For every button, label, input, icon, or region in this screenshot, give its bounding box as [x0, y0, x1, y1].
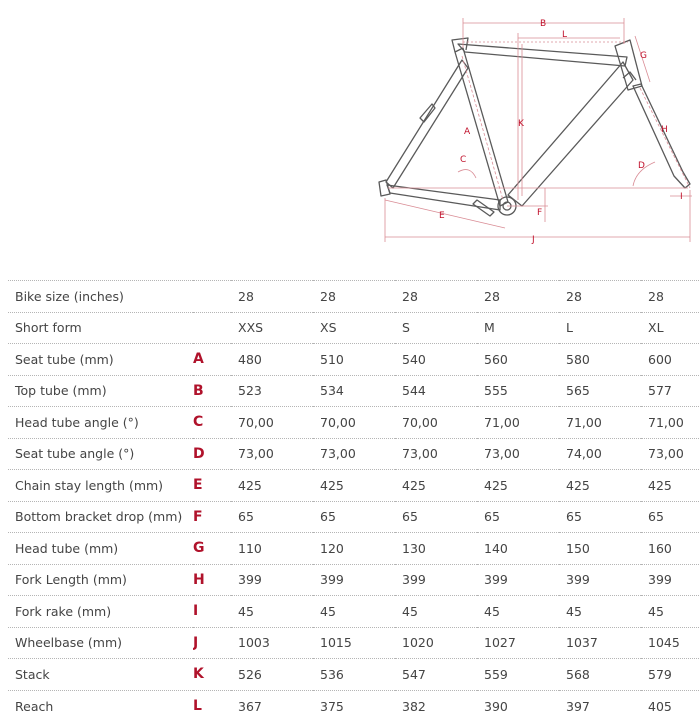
table-cell: 70,00: [313, 407, 395, 439]
table-cell: 579: [641, 659, 700, 691]
table-cell: 28: [395, 281, 477, 313]
row-dimension-letter: I: [193, 596, 231, 628]
row-label: Top tube (mm): [8, 375, 193, 407]
diagram-letter-i: I: [680, 192, 683, 202]
row-label: Fork Length (mm): [8, 564, 193, 596]
table-cell: 73,00: [641, 438, 700, 470]
table-cell: 45: [313, 596, 395, 628]
table-cell: 45: [641, 596, 700, 628]
table-cell: XL: [641, 312, 700, 344]
table-cell: 1037: [559, 627, 641, 659]
table-cell: 560: [477, 344, 559, 376]
row-dimension-letter: E: [193, 470, 231, 502]
row-dimension-letter: D: [193, 438, 231, 470]
row-label: Short form: [8, 312, 193, 344]
table-cell: 28: [313, 281, 395, 313]
table-cell: 425: [559, 470, 641, 502]
table-cell: 140: [477, 533, 559, 565]
down-tube: [508, 62, 633, 206]
table-cell: 425: [231, 470, 313, 502]
diagram-letter-l: L: [562, 30, 568, 40]
row-label: Wheelbase (mm): [8, 627, 193, 659]
table-row: [8, 659, 700, 691]
table-cell: 1015: [313, 627, 395, 659]
table-cell: 540: [395, 344, 477, 376]
table-cell: 1003: [231, 627, 313, 659]
table-cell: XXS: [231, 312, 313, 344]
table-cell: 130: [395, 533, 477, 565]
row-label: Head tube (mm): [8, 533, 193, 565]
chain-stay: [387, 185, 500, 210]
top-tube: [458, 44, 627, 66]
table-row: [8, 564, 700, 596]
table-cell: 160: [641, 533, 700, 565]
diagram-letter-k: K: [518, 119, 524, 129]
table-cell: 399: [641, 564, 700, 596]
row-dimension-letter: [193, 312, 231, 344]
row-label: Reach: [8, 690, 193, 722]
row-label: Chain stay length (mm): [8, 470, 193, 502]
table-cell: 399: [231, 564, 313, 596]
fork: [633, 84, 690, 188]
table-cell: 425: [395, 470, 477, 502]
table-cell: 367: [231, 690, 313, 722]
table-cell: 73,00: [313, 438, 395, 470]
row-dimension-letter: F: [193, 501, 231, 533]
row-dimension-letter: J: [193, 627, 231, 659]
table-cell: 526: [231, 659, 313, 691]
table-cell: 600: [641, 344, 700, 376]
table-cell: 28: [231, 281, 313, 313]
table-cell: 28: [641, 281, 700, 313]
table-row: [8, 438, 700, 470]
table-cell: 568: [559, 659, 641, 691]
table-cell: 425: [477, 470, 559, 502]
table-cell: 110: [231, 533, 313, 565]
table-row: [8, 533, 700, 565]
table-cell: 65: [641, 501, 700, 533]
diagram-letter-e: E: [439, 211, 445, 221]
row-label: Fork rake (mm): [8, 596, 193, 628]
table-row: [8, 407, 700, 439]
table-row: [8, 470, 700, 502]
table-cell: 536: [313, 659, 395, 691]
table-cell: 45: [231, 596, 313, 628]
table-cell: S: [395, 312, 477, 344]
row-dimension-letter: G: [193, 533, 231, 565]
table-cell: 544: [395, 375, 477, 407]
table-cell: 71,00: [477, 407, 559, 439]
diagram-letter-h: H: [661, 125, 668, 135]
table-cell: 382: [395, 690, 477, 722]
row-label: Seat tube (mm): [8, 344, 193, 376]
table-cell: 65: [313, 501, 395, 533]
table-cell: 1045: [641, 627, 700, 659]
diagram-letter-g: G: [640, 51, 647, 61]
diagram-letter-d: D: [638, 161, 645, 171]
table-cell: 70,00: [231, 407, 313, 439]
table-cell: 375: [313, 690, 395, 722]
table-cell: 399: [559, 564, 641, 596]
table-cell: 405: [641, 690, 700, 722]
table-cell: 45: [395, 596, 477, 628]
table-row: [8, 344, 700, 376]
table-cell: 399: [395, 564, 477, 596]
table-row: [8, 501, 700, 533]
table-cell: 425: [641, 470, 700, 502]
table-row: [8, 596, 700, 628]
seat-tube: [455, 48, 508, 206]
row-label: Bike size (inches): [8, 281, 193, 313]
table-cell: M: [477, 312, 559, 344]
diagram-letter-j: J: [532, 235, 535, 245]
geometry-table: [8, 280, 700, 722]
table-cell: 71,00: [641, 407, 700, 439]
frame-geometry-diagram: [0, 0, 700, 280]
table-cell: 73,00: [231, 438, 313, 470]
diagram-letter-c: C: [460, 155, 467, 165]
table-cell: 547: [395, 659, 477, 691]
table-cell: 555: [477, 375, 559, 407]
table-cell: 565: [559, 375, 641, 407]
table-row: [8, 690, 700, 722]
table-cell: 399: [477, 564, 559, 596]
row-label: Seat tube angle (°): [8, 438, 193, 470]
table-cell: 580: [559, 344, 641, 376]
table-cell: 45: [477, 596, 559, 628]
table-cell: 74,00: [559, 438, 641, 470]
table-cell: 73,00: [477, 438, 559, 470]
table-cell: 150: [559, 533, 641, 565]
table-cell: 65: [477, 501, 559, 533]
diagram-letter-f: F: [537, 208, 543, 218]
row-label: Head tube angle (°): [8, 407, 193, 439]
table-cell: 1027: [477, 627, 559, 659]
table-cell: 559: [477, 659, 559, 691]
header-row: [8, 312, 700, 344]
table-cell: 120: [313, 533, 395, 565]
table-cell: 65: [559, 501, 641, 533]
table-cell: 65: [231, 501, 313, 533]
table-cell: 65: [395, 501, 477, 533]
table-cell: 399: [313, 564, 395, 596]
row-dimension-letter: A: [193, 344, 231, 376]
row-dimension-letter: [193, 281, 231, 313]
row-dimension-letter: K: [193, 659, 231, 691]
table-cell: 577: [641, 375, 700, 407]
diagram-letter-b: B: [540, 19, 547, 29]
row-label: Bottom bracket drop (mm): [8, 501, 193, 533]
table-cell: 73,00: [395, 438, 477, 470]
table-cell: 1020: [395, 627, 477, 659]
diagram-letter-a: A: [464, 127, 471, 137]
geometry-table-body: [8, 281, 700, 722]
table-cell: 397: [559, 690, 641, 722]
bike-frame: [379, 38, 690, 216]
row-dimension-letter: B: [193, 375, 231, 407]
table-cell: 523: [231, 375, 313, 407]
table-row: [8, 627, 700, 659]
table-cell: 534: [313, 375, 395, 407]
row-dimension-letter: H: [193, 564, 231, 596]
table-cell: L: [559, 312, 641, 344]
row-label: Stack: [8, 659, 193, 691]
row-dimension-letter: L: [193, 690, 231, 722]
table-cell: 480: [231, 344, 313, 376]
table-cell: 28: [477, 281, 559, 313]
table-cell: 390: [477, 690, 559, 722]
table-cell: 510: [313, 344, 395, 376]
table-cell: 45: [559, 596, 641, 628]
table-row: [8, 375, 700, 407]
table-cell: 70,00: [395, 407, 477, 439]
table-cell: 425: [313, 470, 395, 502]
seat-stay: [386, 60, 468, 188]
table-cell: 28: [559, 281, 641, 313]
table-cell: XS: [313, 312, 395, 344]
table-cell: 71,00: [559, 407, 641, 439]
row-dimension-letter: C: [193, 407, 231, 439]
header-row: [8, 281, 700, 313]
